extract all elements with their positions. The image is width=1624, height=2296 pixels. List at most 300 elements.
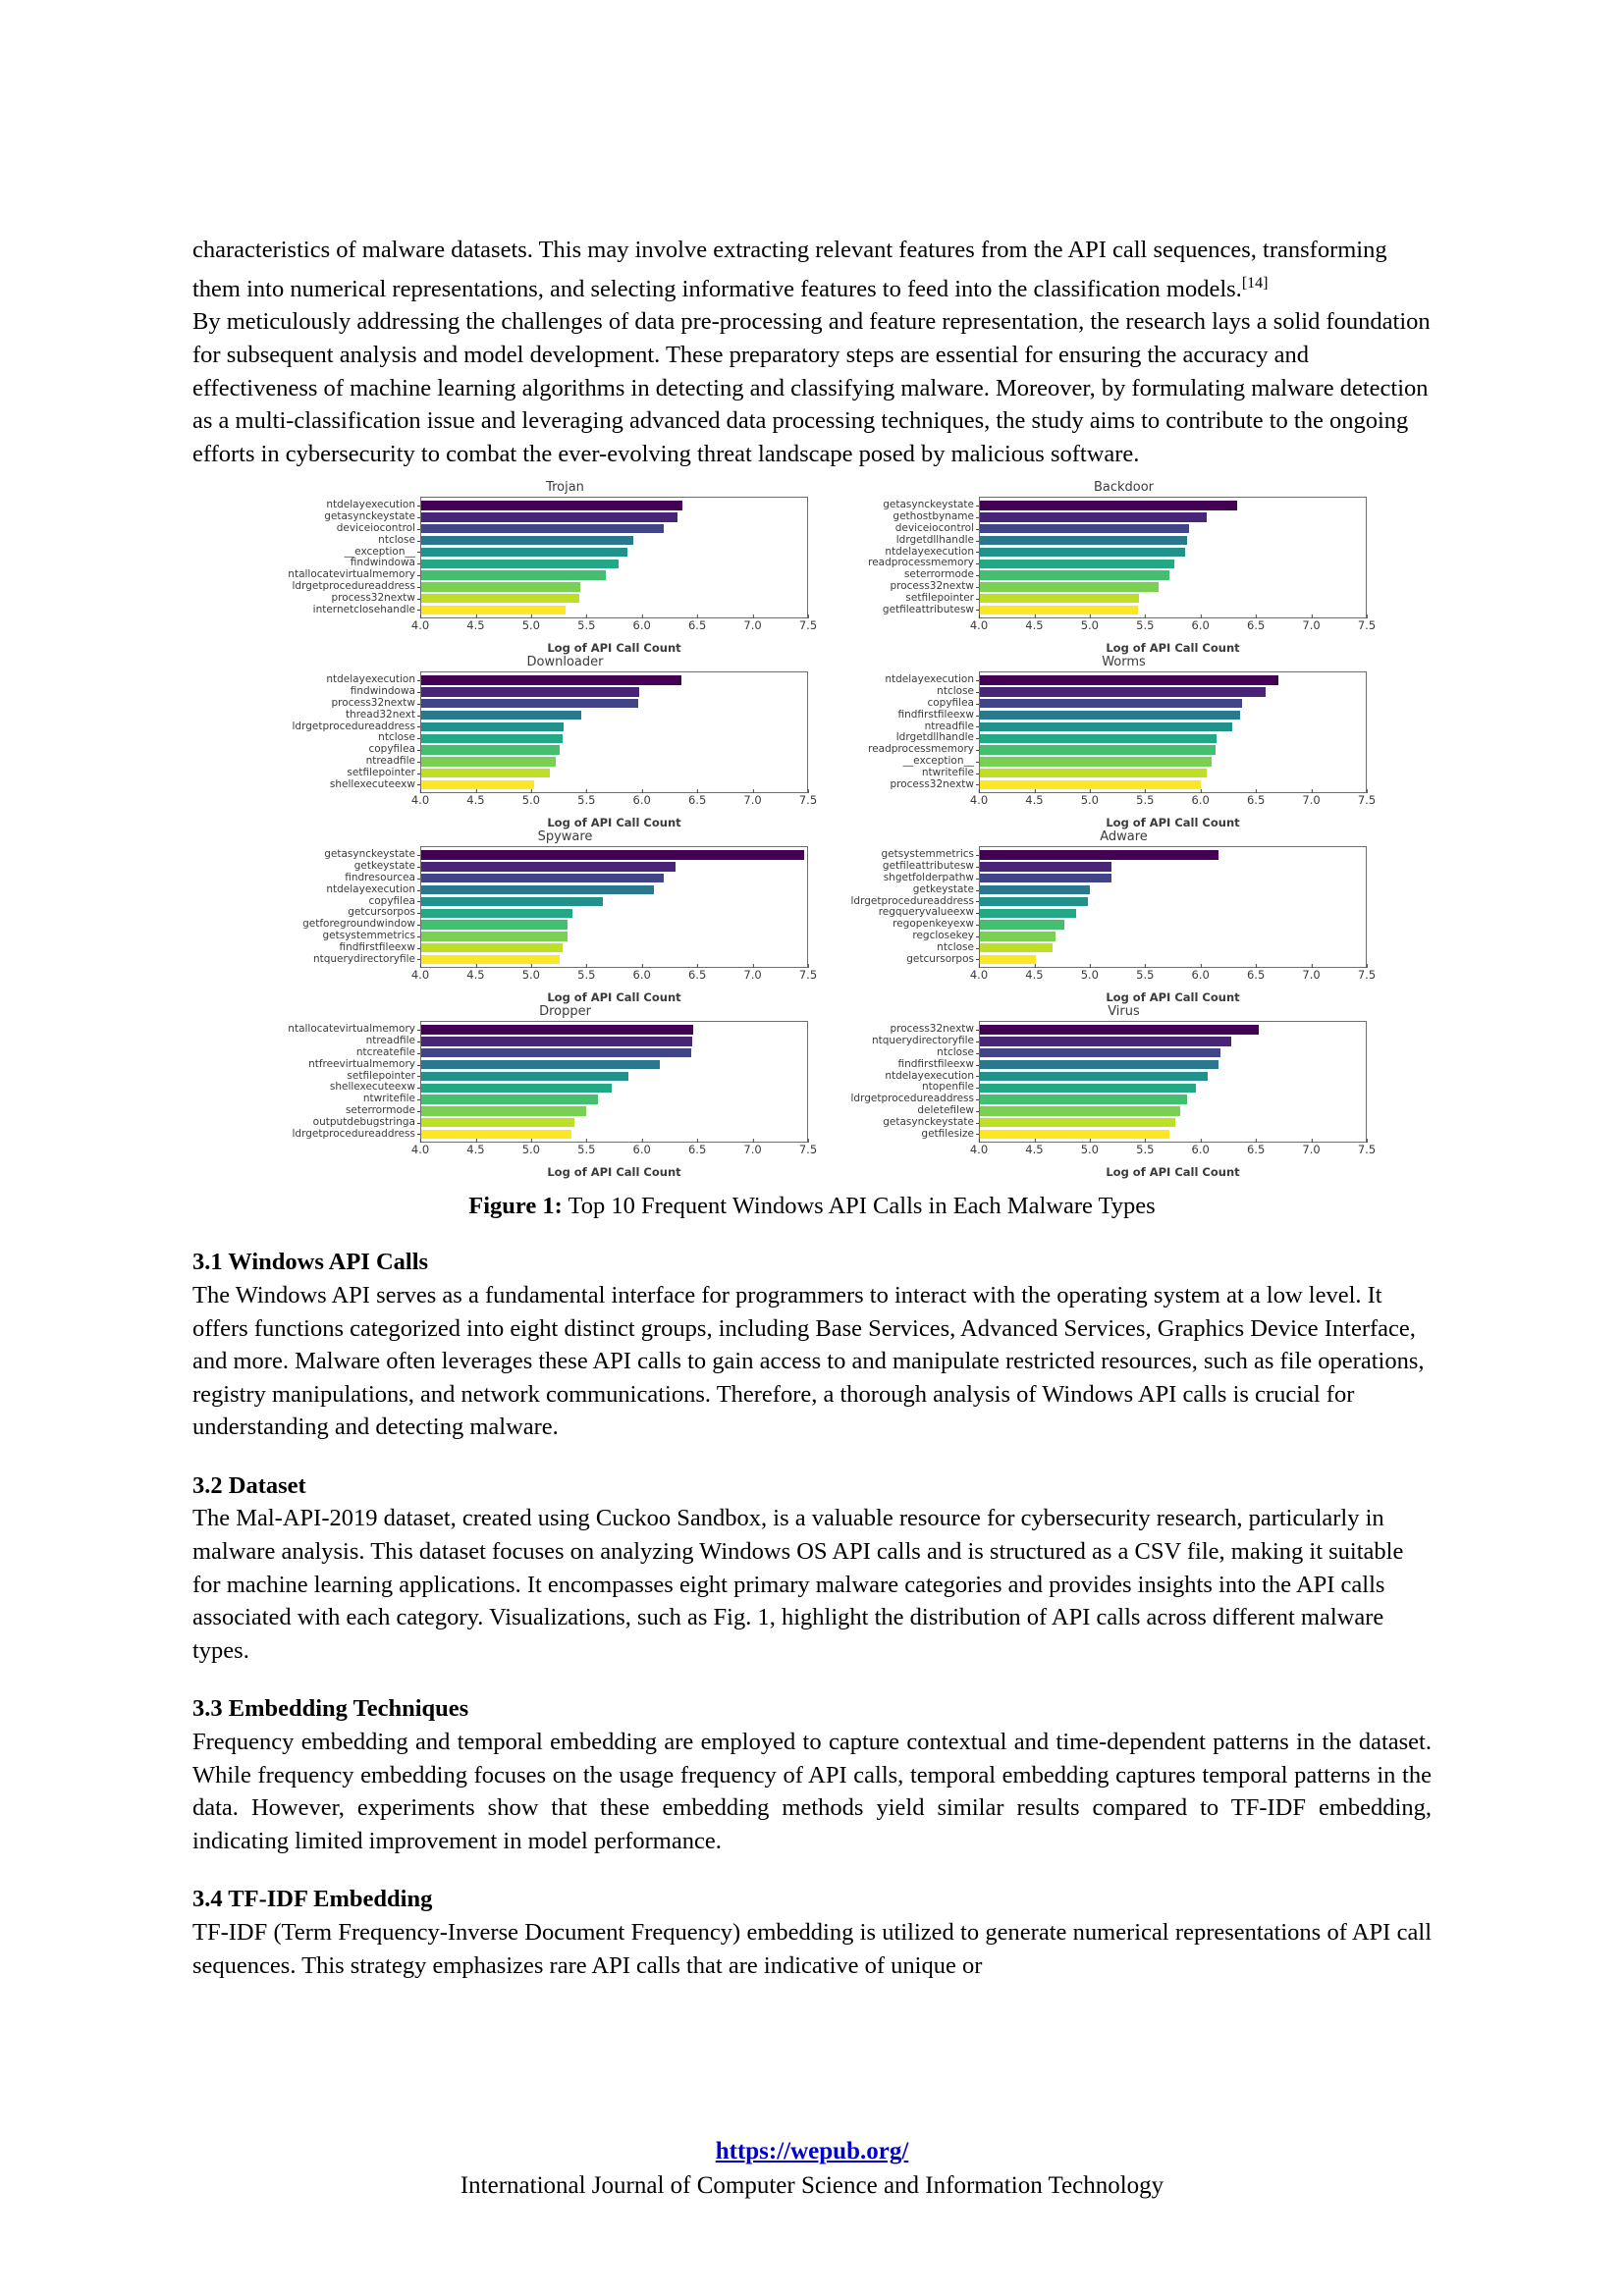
chart-title: Dropper	[539, 1004, 591, 1020]
chart-bar-row	[980, 570, 1366, 579]
chart-title: Adware	[1100, 829, 1148, 845]
chart-x-tick-label: 6.0	[1191, 1143, 1210, 1157]
chart-axes	[420, 846, 808, 968]
figure-caption-label: Figure 1:	[468, 1193, 563, 1220]
chart-bar	[980, 560, 1174, 568]
chart-title: Virus	[1108, 1004, 1140, 1020]
chart-bar	[980, 1037, 1231, 1045]
chart-y-tick-label: copyfilea	[834, 698, 979, 710]
chart-bar-row	[980, 1048, 1366, 1057]
chart-y-tick-label: ntquerydirectoryfile	[834, 1036, 979, 1047]
chart-y-tick-label: ldrgetdllhandle	[834, 535, 979, 547]
chart-bar-row	[980, 943, 1366, 952]
chart-y-tick-label: ntcreatefile	[275, 1047, 420, 1059]
chart-y-tick-label: regqueryvalueexw	[834, 907, 979, 919]
chart-bar-row	[421, 501, 807, 509]
chart-y-tick-label: getcursorpos	[834, 954, 979, 966]
chart-x-tick-label: 7.5	[1357, 793, 1377, 808]
chart-title: Trojan	[546, 480, 584, 496]
chart-plot-area	[275, 497, 808, 618]
chart-y-tick-label: process32nextw	[275, 698, 420, 710]
chart-bar	[421, 1037, 692, 1045]
chart-bar-row	[980, 909, 1366, 918]
chart-x-tick-label: 7.5	[1357, 968, 1377, 983]
chart-y-tick-label: ntreadfile	[275, 756, 420, 768]
chart-y-tick-label: getkeystate	[834, 884, 979, 896]
chart-bar	[421, 909, 572, 918]
chart-bar	[421, 850, 804, 859]
chart-bar	[980, 920, 1064, 929]
chart-axes	[979, 846, 1367, 968]
chart-bar	[421, 722, 564, 731]
chart-x-tick-label: 7.5	[1357, 1143, 1377, 1157]
chart-bar	[980, 769, 1207, 777]
chart-x-tick-label: 5.5	[577, 1143, 596, 1157]
chart-y-tick-label: findwindowa	[275, 558, 420, 569]
chart-bar	[980, 1106, 1180, 1115]
chart-y-tick-label: ldrgetdllhandle	[834, 732, 979, 744]
chart-y-tick-label: findfirstfileexw	[834, 710, 979, 721]
chart-bar	[421, 1106, 586, 1115]
chart-bar-row	[421, 955, 807, 964]
chart-bar-row	[980, 1095, 1366, 1103]
chart-y-tick-label: ntdelayexecution	[834, 1071, 979, 1083]
chart-x-tick-label: 6.5	[687, 968, 707, 983]
chart-x-tick-label: 4.0	[410, 968, 430, 983]
chart-x-tick-label: 7.5	[798, 618, 818, 633]
chart-bar-row	[980, 675, 1366, 684]
chart-bar	[980, 885, 1090, 894]
chart-x-tick-label: 6.5	[1246, 1143, 1266, 1157]
chart-y-tick-label: ntwritefile	[275, 1094, 420, 1105]
chart-bar	[980, 570, 1169, 579]
chart-bar	[421, 920, 568, 929]
chart-bar-row	[980, 1130, 1366, 1139]
chart-bar-row	[980, 885, 1366, 894]
chart-bar	[980, 512, 1207, 521]
chart-bar	[980, 594, 1139, 603]
chart-plot-area	[834, 1021, 1367, 1143]
chart-x-tick-label: 5.0	[521, 618, 540, 633]
chart-bar-row	[980, 769, 1366, 777]
chart-grid	[275, 480, 1377, 1180]
chart-bar-row	[421, 1130, 807, 1139]
chart-plot-area	[834, 846, 1367, 968]
chart-y-tick-label: setfilepointer	[834, 593, 979, 605]
chart-x-tick-label: 5.5	[1136, 793, 1155, 808]
chart-bar	[421, 1118, 574, 1127]
chart-x-tick-label: 7.5	[798, 793, 818, 808]
chart-x-tick-label: 7.0	[1302, 793, 1321, 808]
chart-bar-row	[980, 734, 1366, 743]
chart-title: Worms	[1102, 655, 1146, 670]
chart-x-axis-title: Log of API Call Count	[547, 990, 681, 1005]
chart-y-tick-label: findfirstfileexw	[275, 942, 420, 954]
chart-bar-row	[980, 850, 1366, 859]
chart-y-tick-label: setfilepointer	[275, 1071, 420, 1083]
chart-plot-area	[834, 671, 1367, 793]
chart-x-tick-label: 5.0	[521, 793, 540, 808]
chart-x-axis-title: Log of API Call Count	[547, 1165, 681, 1180]
chart-x-axis-title: Log of API Call Count	[1106, 641, 1240, 656]
chart-bar	[421, 675, 681, 684]
chart-y-tick-label: ntreadfile	[834, 721, 979, 733]
chart-y-tick-label: seterrormode	[834, 569, 979, 581]
chart-x-tick-label: 6.5	[687, 1143, 707, 1157]
chart-bar-row	[421, 722, 807, 731]
chart-y-tick-label: ntallocatevirtualmemory	[275, 1024, 420, 1036]
chart-x-tick-label: 6.0	[632, 1143, 651, 1157]
chart-bar	[980, 932, 1056, 940]
chart-bar-row	[421, 862, 807, 871]
chart-bar-row	[421, 582, 807, 591]
chart-bar-row	[421, 524, 807, 533]
chart-y-tick-label: shellexecuteexw	[275, 779, 420, 791]
chart-y-tick-label: seterrormode	[275, 1105, 420, 1117]
chart-x-axis-title: Log of API Call Count	[547, 641, 681, 656]
chart-x-tick-label: 4.5	[1025, 618, 1044, 633]
chart-y-tick-label: getfilesize	[834, 1129, 979, 1141]
chart-bar	[421, 570, 606, 579]
chart-bar-row	[980, 1106, 1366, 1115]
chart-bar	[980, 687, 1266, 696]
chart-y-tick-label: ntquerydirectoryfile	[275, 954, 420, 966]
chart-panel-trojan	[275, 480, 818, 656]
chart-bar-row	[980, 606, 1366, 614]
chart-y-tick-label: ldrgetprocedureaddress	[834, 896, 979, 908]
chart-bar-row	[421, 1060, 807, 1069]
chart-y-tick-label: ntclose	[834, 686, 979, 698]
chart-bar-row	[980, 536, 1366, 545]
chart-bar	[421, 757, 556, 766]
chart-bar	[421, 780, 534, 789]
chart-y-axis-labels	[275, 497, 420, 618]
chart-bar-row	[421, 1072, 807, 1081]
chart-bar	[980, 1084, 1196, 1093]
chart-y-tick-label: internetclosehandle	[275, 605, 420, 616]
chart-x-tick-label: 5.0	[521, 1143, 540, 1157]
chart-bar-row	[421, 1084, 807, 1093]
chart-bar	[980, 524, 1189, 533]
chart-bar	[980, 1060, 1218, 1069]
chart-x-tick-label: 4.5	[1025, 793, 1044, 808]
chart-bar	[980, 734, 1217, 743]
chart-y-tick-label: setfilepointer	[275, 768, 420, 779]
chart-y-tick-label: ntdelayexecution	[834, 547, 979, 559]
section-heading-3-4: 3.4 TF-IDF Embedding	[192, 1886, 433, 1913]
chart-bar-row	[421, 757, 807, 766]
chart-y-tick-label: deviceiocontrol	[275, 523, 420, 535]
chart-x-tick-label: 6.0	[1191, 618, 1210, 633]
chart-bar-row	[980, 932, 1366, 940]
chart-y-tick-label: getasynckeystate	[275, 511, 420, 523]
chart-x-tick-label: 6.0	[632, 793, 651, 808]
chart-plot-area	[275, 1021, 808, 1143]
chart-x-tick-label: 5.5	[1136, 1143, 1155, 1157]
chart-bar	[421, 582, 580, 591]
chart-bar-row	[421, 897, 807, 906]
chart-x-tick-label: 4.0	[410, 793, 430, 808]
chart-bar	[980, 1130, 1169, 1139]
chart-bar-row	[421, 745, 807, 754]
chart-bar-row	[421, 885, 807, 894]
chart-bar-row	[421, 780, 807, 789]
chart-plot-area	[275, 671, 808, 793]
chart-y-axis-labels	[834, 846, 979, 968]
chart-bar-row	[980, 1025, 1366, 1034]
chart-bar-row	[980, 560, 1366, 568]
chart-y-axis-labels	[275, 671, 420, 793]
chart-bar-row	[980, 699, 1366, 708]
chart-bar-row	[421, 711, 807, 720]
chart-axes	[979, 497, 1367, 618]
chart-bar	[421, 512, 677, 521]
chart-bar-row	[980, 582, 1366, 591]
chart-bar-row	[980, 524, 1366, 533]
chart-x-tick-label: 6.0	[632, 618, 651, 633]
section-heading-3-3: 3.3 Embedding Techniques	[192, 1695, 469, 1723]
footer-journal-name: International Journal of Computer Science and Information Technology	[460, 2172, 1164, 2199]
chart-y-tick-label: ntdelayexecution	[275, 674, 420, 686]
chart-bar-row	[980, 1084, 1366, 1093]
chart-x-axis-title: Log of API Call Count	[1106, 816, 1240, 830]
chart-y-tick-label: ntclose	[275, 535, 420, 547]
chart-x-tick-label: 6.5	[687, 793, 707, 808]
chart-bar-row	[980, 920, 1366, 929]
chart-x-axis-title: Log of API Call Count	[1106, 1165, 1240, 1180]
chart-y-tick-label: thread32next	[275, 710, 420, 721]
chart-x-axis	[969, 618, 1377, 640]
chart-panel-dropper	[275, 1004, 818, 1180]
chart-bar	[980, 548, 1185, 557]
chart-y-tick-label: ldrgetprocedureaddress	[275, 721, 420, 733]
chart-y-axis-labels	[834, 1021, 979, 1143]
chart-bar-row	[421, 1037, 807, 1045]
chart-y-tick-label: getasynckeystate	[275, 849, 420, 861]
section-heading-3-2: 3.2 Dataset	[192, 1471, 306, 1499]
chart-x-tick-label: 4.0	[410, 618, 430, 633]
chart-bar	[421, 862, 676, 871]
chart-bar	[421, 1130, 571, 1139]
chart-bar	[421, 1025, 693, 1034]
chart-bar-row	[980, 897, 1366, 906]
chart-y-tick-label: readprocessmemory	[834, 558, 979, 569]
chart-y-tick-label: getfileattributesw	[834, 861, 979, 873]
chart-x-tick-label: 7.0	[1302, 968, 1321, 983]
chart-y-axis-labels	[834, 671, 979, 793]
chart-x-tick-label: 6.0	[1191, 793, 1210, 808]
chart-bar	[421, 885, 654, 894]
figure-caption-text: Top 10 Frequent Windows API Calls in Each Malware Types	[562, 1193, 1156, 1220]
page-content	[192, 234, 1432, 1982]
chart-bar-row	[421, 606, 807, 614]
section-body-3-4: TF-IDF (Term Frequency-Inverse Document Frequency) embedding is utilized to generate numerical representations of API call sequences. This strategy emphasizes rare API calls that are indicative of unique or	[192, 1919, 1432, 1979]
chart-x-tick-label: 4.5	[466, 793, 485, 808]
chart-bar	[421, 699, 638, 708]
chart-bar	[980, 943, 1053, 952]
chart-bar-row	[421, 560, 807, 568]
chart-x-tick-label: 7.0	[1302, 618, 1321, 633]
chart-y-tick-label: ntdelayexecution	[275, 884, 420, 896]
chart-x-tick-label: 7.0	[1302, 1143, 1321, 1157]
chart-bar	[421, 1048, 691, 1057]
chart-bar	[421, 943, 563, 952]
chart-y-tick-label: ntfreevirtualmemory	[275, 1059, 420, 1071]
chart-bar	[421, 897, 603, 906]
chart-bar-row	[421, 675, 807, 684]
chart-bar-row	[421, 594, 807, 603]
chart-x-tick-label: 7.0	[743, 968, 762, 983]
chart-x-tick-label: 7.0	[743, 1143, 762, 1157]
chart-bar	[980, 780, 1201, 789]
chart-y-tick-label: findresourcea	[275, 873, 420, 884]
chart-y-tick-label: regclosekey	[834, 931, 979, 942]
chart-bar-row	[421, 769, 807, 777]
chart-x-tick-label: 6.0	[1191, 968, 1210, 983]
chart-bar	[421, 536, 633, 545]
chart-y-tick-label: getforegroundwindow	[275, 919, 420, 931]
chart-y-tick-label: process32nextw	[834, 1024, 979, 1036]
chart-y-tick-label: shgetfolderpathw	[834, 873, 979, 884]
chart-y-tick-label: copyfilea	[275, 744, 420, 756]
chart-title: Backdoor	[1093, 480, 1155, 496]
chart-bar-row	[421, 909, 807, 918]
chart-bar	[421, 1072, 628, 1081]
section-body-3-2: The Mal-API-2019 dataset, created using Cuckoo Sandbox, is a valuable resource for cybersecurity research, particularly in malware analysis. This dataset focuses on analyzing Windows OS API calls and is structured as a CSV file, making it suitable for machine learning applications. It encompasses eight primary malware categories and provides insights into the API calls associated with each category. Visualizations, such as Fig. 1, highlight the distribution of API calls across different malware types.	[192, 1505, 1404, 1664]
chart-y-tick-label: getasynckeystate	[834, 1117, 979, 1129]
footer-url-link[interactable]: https://wepub.org/	[715, 2138, 909, 2164]
chart-x-tick-label: 7.0	[743, 793, 762, 808]
chart-bar-row	[421, 699, 807, 708]
chart-bar	[421, 711, 581, 720]
chart-bar	[980, 536, 1187, 545]
chart-bar	[421, 1060, 660, 1069]
chart-bar	[980, 1048, 1220, 1057]
chart-bar-row	[980, 955, 1366, 964]
chart-bar	[421, 606, 566, 614]
chart-bar	[421, 1095, 598, 1103]
chart-bar-row	[980, 780, 1366, 789]
chart-bar-row	[980, 501, 1366, 509]
chart-bar	[421, 687, 639, 696]
chart-bar	[980, 501, 1237, 509]
chart-bar	[980, 1072, 1208, 1081]
chart-bar	[421, 955, 560, 964]
chart-y-axis-labels	[834, 497, 979, 618]
chart-axes	[420, 671, 808, 793]
chart-bar	[421, 1084, 612, 1093]
chart-y-tick-label: ntclose	[834, 1047, 979, 1059]
chart-x-tick-label: 4.0	[969, 1143, 989, 1157]
chart-x-tick-label: 5.5	[1136, 968, 1155, 983]
chart-x-tick-label: 4.0	[969, 968, 989, 983]
chart-y-axis-labels	[275, 846, 420, 968]
chart-x-tick-label: 4.5	[1025, 1143, 1044, 1157]
chart-y-tick-label: ntopenfile	[834, 1082, 979, 1094]
chart-bar-row	[421, 943, 807, 952]
chart-bar	[980, 1095, 1187, 1103]
chart-bar-row	[980, 711, 1366, 720]
chart-bar-row	[421, 874, 807, 882]
paragraph-intro	[192, 234, 1432, 305]
chart-y-tick-label: process32nextw	[834, 581, 979, 593]
chart-bar-row	[421, 1048, 807, 1057]
chart-y-tick-label: ntwritefile	[834, 768, 979, 779]
chart-x-tick-label: 7.5	[798, 1143, 818, 1157]
chart-y-tick-label: __exception__	[275, 547, 420, 559]
chart-y-tick-label: __exception__	[834, 756, 979, 768]
page-footer	[0, 2138, 1624, 2200]
figure-1	[192, 480, 1432, 1220]
chart-bar	[421, 548, 627, 557]
chart-y-tick-label: regopenkeyexw	[834, 919, 979, 931]
chart-bar-row	[421, 570, 807, 579]
chart-y-tick-label: ntclose	[834, 942, 979, 954]
chart-bar	[980, 1025, 1259, 1034]
chart-bar-row	[980, 1037, 1366, 1045]
chart-bar-row	[980, 1060, 1366, 1069]
chart-bar-row	[421, 920, 807, 929]
chart-bar	[980, 909, 1076, 918]
chart-x-axis	[410, 793, 818, 815]
chart-bar-row	[980, 862, 1366, 871]
chart-y-tick-label: ntclose	[275, 732, 420, 744]
chart-x-tick-label: 4.5	[466, 968, 485, 983]
chart-x-tick-label: 6.5	[687, 618, 707, 633]
chart-panel-worms	[834, 655, 1377, 830]
chart-bar-row	[421, 548, 807, 557]
chart-bar-row	[421, 1106, 807, 1115]
chart-bar	[980, 1118, 1175, 1127]
chart-bar	[980, 745, 1216, 754]
chart-x-axis	[969, 1143, 1377, 1164]
chart-bar-row	[980, 1118, 1366, 1127]
chart-bar	[421, 560, 619, 568]
chart-y-tick-label: outputdebugstringa	[275, 1117, 420, 1129]
chart-plot-area	[275, 846, 808, 968]
paragraph-intro-text: characteristics of malware datasets. This may involve extracting relevant features from the API call sequences, transforming them into numerical representations, and selecting informative features to feed into the classification models.	[192, 237, 1387, 302]
chart-panel-backdoor	[834, 480, 1377, 656]
chart-bar	[980, 897, 1088, 906]
chart-y-tick-label: ntallocatevirtualmemory	[275, 569, 420, 581]
chart-bar-row	[421, 932, 807, 940]
chart-x-tick-label: 5.5	[577, 618, 596, 633]
chart-axes	[979, 671, 1367, 793]
chart-x-tick-label: 4.5	[1025, 968, 1044, 983]
chart-y-tick-label: ntreadfile	[275, 1036, 420, 1047]
chart-x-axis	[969, 968, 1377, 989]
chart-panel-spyware	[275, 829, 818, 1005]
chart-x-tick-label: 4.0	[969, 618, 989, 633]
chart-bar	[980, 699, 1242, 708]
chart-axes	[979, 1021, 1367, 1143]
chart-y-tick-label: getasynckeystate	[834, 500, 979, 511]
chart-x-axis-title: Log of API Call Count	[547, 816, 681, 830]
chart-x-tick-label: 4.5	[466, 618, 485, 633]
chart-bar-row	[421, 1118, 807, 1127]
chart-bar	[980, 874, 1111, 882]
chart-bar	[980, 862, 1111, 871]
chart-x-tick-label: 6.5	[1246, 793, 1266, 808]
chart-y-tick-label: getcursorpos	[275, 907, 420, 919]
chart-x-tick-label: 5.0	[1080, 793, 1099, 808]
section-heading-3-1: 3.1 Windows API Calls	[192, 1249, 429, 1276]
chart-x-tick-label: 7.5	[1357, 618, 1377, 633]
chart-bar	[980, 606, 1138, 614]
chart-y-tick-label: readprocessmemory	[834, 744, 979, 756]
chart-bar	[421, 745, 560, 754]
chart-y-tick-label: getkeystate	[275, 861, 420, 873]
